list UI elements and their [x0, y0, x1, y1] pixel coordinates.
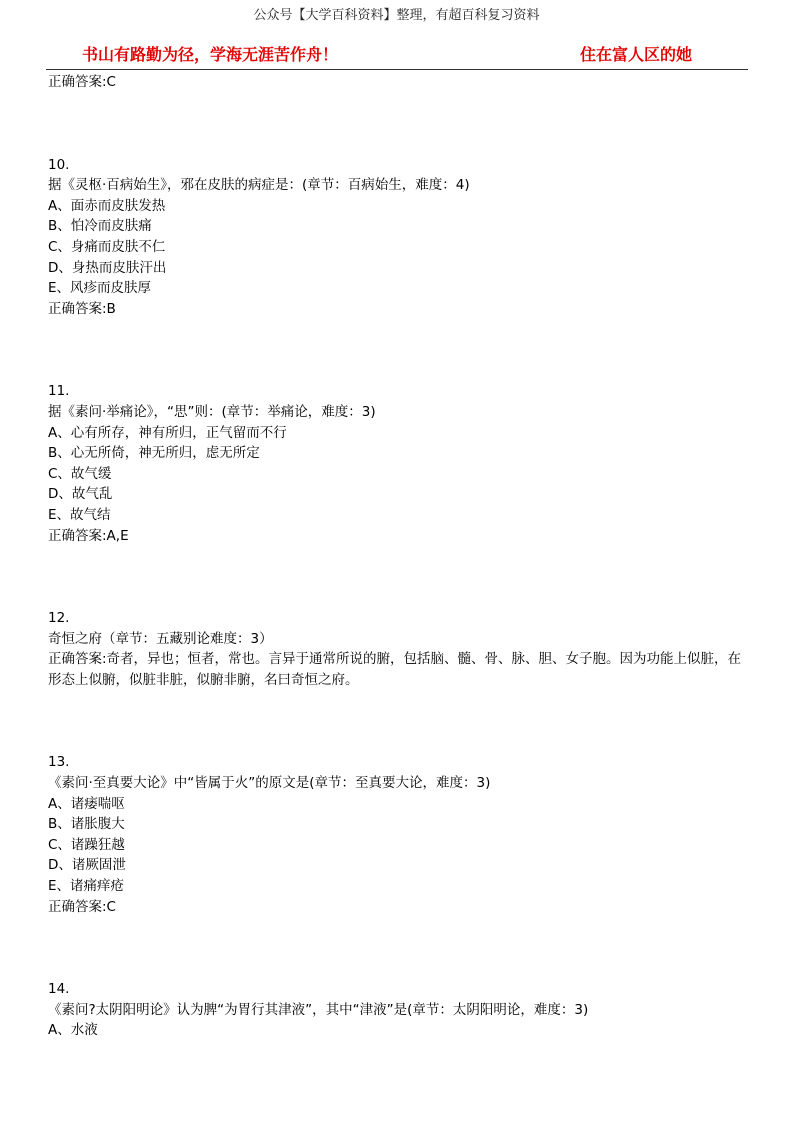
option: C、诸躁狂越 — [48, 836, 125, 853]
option: E、风疹而皮肤厚 — [48, 280, 152, 297]
option: D、诸厥固泄 — [48, 857, 126, 874]
option: A、面赤而皮肤发热 — [48, 197, 166, 214]
previous-answer: 正确答案:C — [48, 74, 116, 90]
option: D、故气乱 — [48, 486, 113, 503]
question-11 — [48, 381, 748, 546]
option: C、身痛而皮肤不仁 — [48, 238, 166, 255]
question-number: 12. — [48, 610, 70, 627]
question-stem: 《素问·至真要大论》中“皆属于火”的原文是(章节：至真要大论，难度：3) — [48, 775, 491, 792]
question-number: 13. — [48, 754, 70, 771]
question-10 — [48, 155, 748, 320]
question-stem: 奇恒之府（章节：五藏别论难度：3） — [48, 630, 273, 647]
question-stem: 据《灵枢·百病始生》，邪在皮肤的病症是：(章节：百病始生，难度：4) — [48, 177, 470, 194]
answer: 正确答案:奇者，异也；恒者，常也。言异于通常所说的腑，包括脑、髓、骨、脉、胆、女子胞。因为功能上似脏，在形态上似腑，似脏非脏，似腑非腑，名曰奇恒之府。 — [48, 651, 742, 688]
question-14 — [48, 979, 748, 1041]
question-list — [48, 72, 748, 1041]
question-number: 10. — [48, 156, 70, 173]
question-12 — [48, 608, 748, 690]
option: B、心无所倚，神无所归，虑无所定 — [48, 445, 260, 462]
option: B、怕冷而皮肤痛 — [48, 218, 152, 235]
question-number: 14. — [48, 981, 70, 998]
banner-motto: 书山有路勤为径，学海无涯苦作舟！ — [82, 45, 339, 64]
question-13 — [48, 752, 748, 917]
option: A、水液 — [48, 1022, 98, 1039]
option: B、诸胀腹大 — [48, 816, 125, 833]
answer: 正确答案:A,E — [48, 527, 129, 544]
answer: 正确答案:B — [48, 300, 116, 317]
question-stem: 《素问?太阴阳明论》认为脾“为胃行其津液”，其中“津液”是(章节：太阴阳明论，难度：3) — [48, 1001, 589, 1018]
option: E、诸痛痒疮 — [48, 878, 125, 895]
answer: 正确答案:C — [48, 898, 116, 915]
option: A、心有所存，神有所归，正气留而不行 — [48, 424, 287, 441]
question-number: 11. — [48, 383, 70, 400]
option: C、故气缓 — [48, 465, 112, 482]
banner-author: 住在富人区的她 — [580, 45, 693, 64]
question-stem: 据《素问·举痛论》，“思”则：(章节：举痛论，难度：3) — [48, 403, 376, 420]
option: D、身热而皮肤汗出 — [48, 259, 167, 276]
header-rule — [46, 69, 748, 70]
top-note: 公众号【大学百科资料】整理，有超百科复习资料 — [253, 8, 540, 23]
option: E、故气结 — [48, 506, 111, 523]
option: A、诸痿喘呕 — [48, 795, 125, 812]
